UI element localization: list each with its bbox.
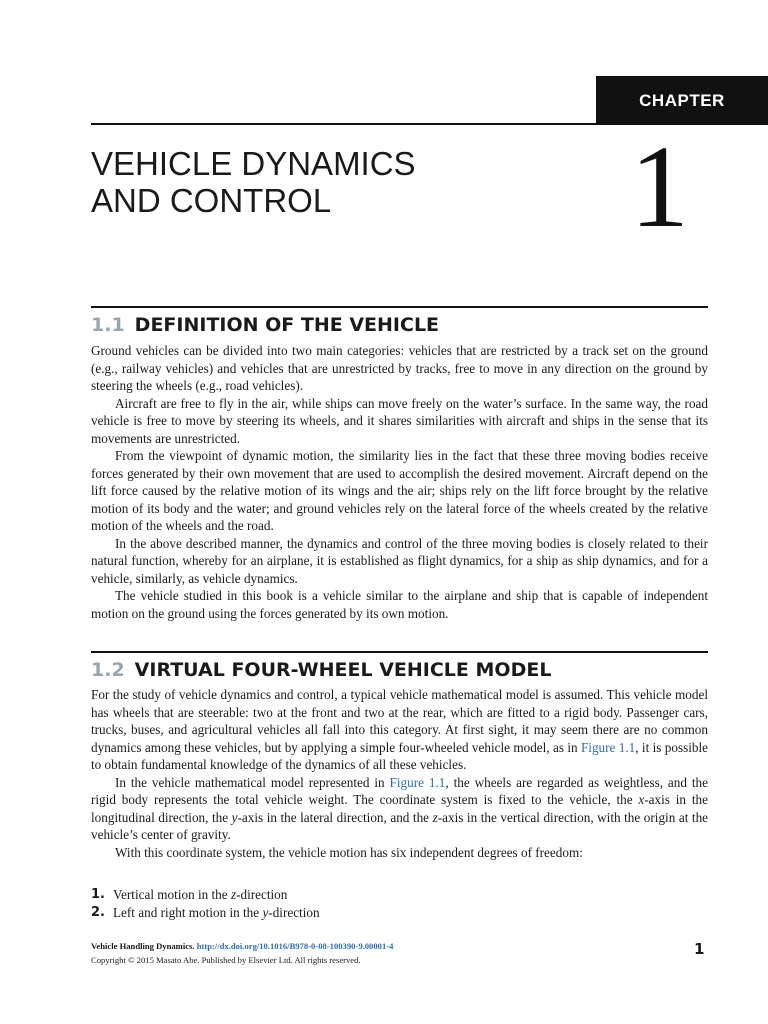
top-rule	[91, 123, 596, 125]
figure-1-1-link[interactable]: Figure 1.1	[389, 774, 446, 790]
section-2-heading	[91, 659, 551, 681]
section-1-heading	[91, 314, 439, 336]
var-x: x	[638, 792, 645, 807]
text-span: For the study of vehicle dynamics and control, a typical vehicle mathematical model is assumed. This vehicle model has wheels that are steerable: two at the front and two at the rear, which are fitted to a rigid body. Passenger cars, trucks, buses, and agricultural vehicles all fall into this category. At first sight, it may seem there are no common dynamics among these vehicles, but by applying a simple four-wheeled vehicle model, as in	[91, 687, 708, 755]
var-y: y	[231, 809, 238, 825]
text-span: , it is possible to obtain fundamental knowledge of the dynamics of all these vehicles.	[91, 739, 708, 772]
section-1-body	[91, 342, 708, 622]
section-2-number: 1.2	[91, 659, 125, 681]
section-2-paragraph-3: With this coordinate system, the vehicle motion has six independent degrees of freedom:	[115, 844, 583, 860]
copyright-notice: Copyright © 2015 Masato Abe. Published by Elsevier Ltd. All rights reserved.	[91, 955, 361, 965]
section-1-title: DEFINITION OF THE VEHICLE	[134, 314, 440, 336]
section-1-number: 1.1	[91, 314, 125, 336]
text-span: -axis in the lateral direction, and the	[237, 809, 433, 825]
degrees-of-freedom-list	[91, 886, 708, 921]
chapter-title-line-1: VEHICLE DYNAMICS	[91, 145, 416, 182]
doi-link[interactable]: http://dx.doi.org/10.1016/B978-0-08-100390-9.00001-4	[196, 941, 394, 951]
section-1-paragraph-1: Ground vehicles can be divided into two main categories: vehicles that are restricted by a track set on the ground (e.g., railway vehicles) and vehicles that are unrestricted by tracks, free to move in any direction on the ground by steering the wheels (e.g., road vehicles).	[91, 343, 708, 393]
figure-1-1-link[interactable]: Figure 1.1	[580, 739, 636, 755]
list-item	[91, 904, 708, 922]
section-1-paragraph-4: In the above described manner, the dynamics and control of the three moving bodies is closely related to their natural function, whereby for an airplane, it is established as flight dynamics, for a ship as ship dynamics, and for a vehicle, similarly, as vehicle dynamics.	[91, 535, 708, 586]
text-span: -axis in the longitudinal direction, the	[91, 792, 708, 825]
list-item-number: 1.	[91, 887, 105, 902]
text-span: -axis in the vertical direction, with the origin at the vehicle’s center of gravity.	[91, 809, 709, 842]
text-span: Vertical motion in the	[113, 887, 231, 902]
text-span: Left and right motion in the	[113, 904, 263, 920]
text-span: , the wheels are regarded as weightless, and the rigid body represents the total vehicle weight. The coordinate system is fixed to the vehicle, the	[91, 774, 708, 807]
var-z: z	[432, 809, 438, 825]
list-item-text	[113, 886, 287, 904]
section-1-rule	[91, 306, 708, 308]
list-item	[91, 886, 708, 904]
chapter-tab	[596, 76, 768, 125]
section-1-paragraph-5: The vehicle studied in this book is a vehicle similar to the airplane and ship that is capable of independent motion on the ground using the forces generated by its own motion.	[91, 588, 708, 621]
section-1-paragraph-2: Aircraft are free to fly in the air, while ships can move freely on the water’s surface. In the same way, the road vehicle is free to move by steering its wheels, and it shares similarities with aircraft and ships in the sense that its movements are unrestricted.	[91, 395, 708, 446]
list-item-text	[113, 904, 320, 922]
section-2-title: VIRTUAL FOUR-WHEEL VEHICLE MODEL	[134, 659, 552, 681]
section-2-body	[91, 686, 708, 861]
section-2-rule	[91, 651, 708, 653]
page-footer	[91, 939, 393, 967]
text-span: In the vehicle mathematical model represented in	[115, 774, 390, 790]
chapter-title-line-2: AND CONTROL	[91, 182, 332, 219]
var-y: y	[262, 904, 269, 920]
text-span: -direction	[268, 904, 320, 920]
chapter-tab-label: CHAPTER	[639, 90, 725, 110]
section-1-paragraph-3: From the viewpoint of dynamic motion, the similarity lies in the fact that these three moving bodies receive forces generated by their own movement that are used to accomplish the desired movement. Aircraft depend on the lift force caused by the relative motion of its wings and the air; ships rely on the lift force brought by the relative motion of its body and the water; and ground vehicles rely on the lateral force of the wheels created by the relative motion of the wheels and the road.	[91, 448, 708, 533]
chapter-title	[91, 145, 416, 219]
list-item-number: 2.	[91, 904, 105, 920]
book-title: Vehicle Handling Dynamics.	[91, 941, 195, 951]
footer-citation	[91, 939, 393, 953]
chapter-number: 1	[630, 121, 689, 252]
text-span: -direction	[236, 887, 288, 902]
section-2-paragraph-2	[91, 774, 708, 844]
var-z: z	[230, 887, 237, 902]
page-number: 1	[694, 940, 705, 958]
section-2-paragraph-1	[91, 686, 708, 774]
